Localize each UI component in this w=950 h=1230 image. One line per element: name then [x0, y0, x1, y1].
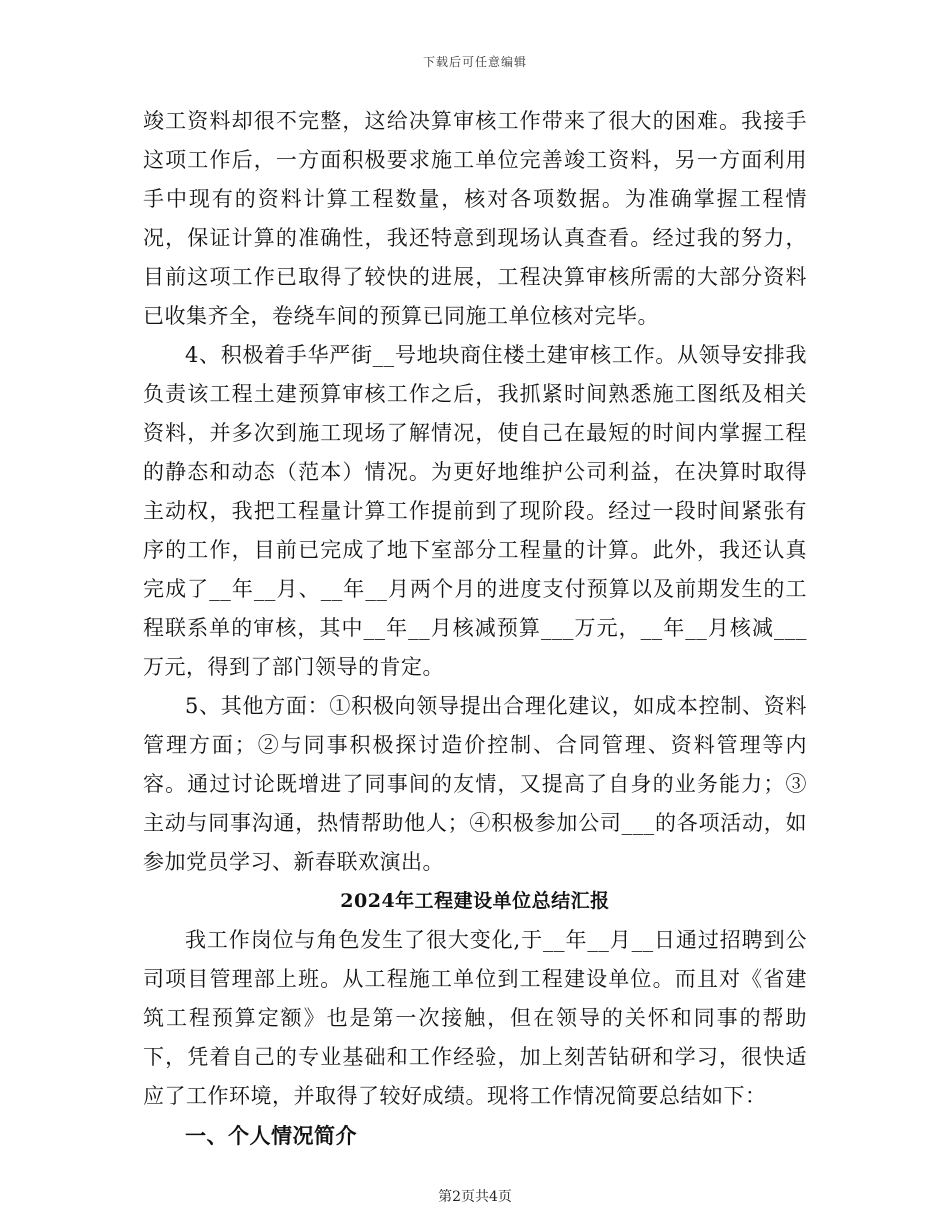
paragraph-item-4: 4、积极着手华严街__号地块商住楼土建审核工作。从领导安排我负责该工程土建预算审核工作之后，我抓紧时间熟悉施工图纸及相关资料，并多次到施工现场了解情况，使自己在最短的时间内掌握工程的静态和动态（范本）情况。为更好地维护公司利益，在决算时取得主动权，我把工程量计算工作提前到了现阶段。经过一段时间紧张有序的工作，目前已完成了地下室部分工程量的计算。此外，我还认真完成了__年__月、__年__月两个月的进度支付预算以及前期发生的工程联系单的审核，其中__年__月核减预算___万元，__年__月核减___万元，得到了部门领导的肯定。 [143, 343, 807, 679]
page-footer: 第2页共4页 [438, 1189, 512, 1205]
paragraph-continuation: 竣工资料却很不完整，这给决算审核工作带来了很大的困难。我接手这项工作后，一方面积极要求施工单位完善竣工资料，另一方面利用手中现有的资料计算工程数量，核对各项数据。为准确掌握工程情况，保证计算的准确性，我还特意到现场认真查看。经过我的努力，目前这项工作已取得了较快的进展，工程决算审核所需的大部分资料已收集齐全，卷绕车间的预算已同施工单位核对完毕。 [143, 109, 807, 328]
page-header: 下载后可任意编辑 [422, 55, 527, 69]
document-title: 2024年工程建设单位总结汇报 [340, 890, 610, 912]
document-body [143, 102, 807, 1155]
paragraph-item-5: 5、其他方面：①积极向领导提出合理化建议，如成本控制、资料管理方面；②与同事积极探讨造价控制、合同管理、资料管理等内容。通过讨论既增进了同事间的友情，又提高了自身的业务能力；③主动与同事沟通，热情帮助他人；④积极参加公司___的各项活动，如参加党员学习、新春联欢演出。 [143, 694, 807, 874]
section-heading: 一、个人情况简介 [185, 1123, 357, 1148]
paragraph-intro: 我工作岗位与角色发生了很大变化,于__年__月__日通过招聘到公司项目管理部上班。从工程施工单位到工程建设单位。而且对《省建筑工程预算定额》也是第一次接触，但在领导的关怀和同事的帮助下，凭着自己的专业基础和工作经验，加上刻苦钻研和学习，很快适应了工作环境，并取得了较好成绩。现将工作情况简要总结如下： [143, 928, 807, 1108]
